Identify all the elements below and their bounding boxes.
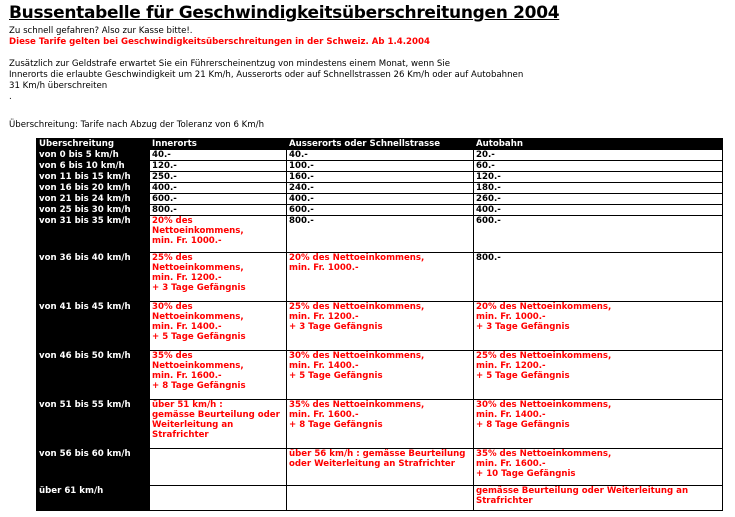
row-label: von 0 bis 5 km/h [37, 150, 150, 161]
cell-autobahn [474, 194, 723, 205]
cell-line: 30% des [152, 301, 193, 312]
cell-line: 600.- [476, 216, 501, 226]
cell-autobahn [474, 485, 723, 510]
cell-line: 400.- [289, 194, 314, 204]
cell-line: 800.- [152, 205, 177, 215]
cell-line: min. Fr. 1200.- [152, 273, 222, 284]
cell-line: + 10 Tage Gefängnis [476, 468, 576, 479]
cell-line: 20% des Nettoeinkommens, [289, 253, 425, 264]
cell-line: + 5 Tage Gefängnis [289, 370, 383, 381]
table-row [37, 350, 723, 399]
cell-ausserorts [287, 183, 474, 194]
cell-line: + 8 Tage Gefängnis [152, 380, 246, 391]
cell-innerorts [150, 183, 287, 194]
subtitle: Zu schnell gefahren? Also zur Kasse bitte!. [9, 26, 193, 36]
cell-line: + 5 Tage Gefängnis [152, 331, 246, 342]
intro-line: . [9, 92, 12, 102]
cell-line: 20.- [476, 150, 495, 160]
cell-line: + 8 Tage Gefängnis [476, 419, 570, 430]
cell-line: 120.- [476, 172, 501, 182]
cell-line: 240.- [289, 183, 314, 193]
cell-line: gemässe Beurteilung oder [152, 409, 280, 420]
cell-ausserorts [287, 301, 474, 350]
intro-line: Innerorts die erlaubte Geschwindigkeit um 21 Km/h, Ausserorts oder auf Schnellstrassen 26 Km/h oder auf Autobahnen [9, 70, 524, 80]
cell-line: 800.- [476, 253, 501, 264]
row-label: von 31 bis 35 km/h [37, 216, 150, 253]
cell-innerorts [150, 150, 287, 161]
cell-line: 30% des Nettoeinkommens, [476, 399, 612, 410]
cell-autobahn [474, 161, 723, 172]
intro-line: Zusätzlich zur Geldstrafe erwartet Sie ein Führerscheinentzug von mindestens einem Monat, wenn Sie [9, 59, 451, 69]
cell-line: über 56 km/h : gemässe Beurteilung [289, 448, 466, 459]
cell-ausserorts [287, 253, 474, 302]
table-row [37, 485, 723, 510]
cell-line: min. Fr. 1200.- [289, 311, 359, 322]
tolerance-note: Überschreitung: Tarife nach Abzug der Toleranz von 6 Km/h [9, 120, 265, 130]
table-row [37, 172, 723, 183]
intro-line: 31 Km/h überschreiten [9, 81, 108, 91]
cell-autobahn [474, 448, 723, 485]
row-label: von 36 bis 40 km/h [37, 253, 150, 302]
fine-table [36, 138, 723, 511]
cell-line: Nettoeinkommens, [152, 226, 244, 236]
cell-line: 400.- [476, 205, 501, 215]
cell-line: + 5 Tage Gefängnis [476, 370, 570, 381]
cell-line: Nettoeinkommens, [152, 360, 244, 371]
cell-innerorts [150, 205, 287, 216]
header-ueberschreitung: Überschreitung [37, 139, 150, 150]
cell-line: Strafrichter [476, 495, 533, 506]
table-row [37, 205, 723, 216]
table-row [37, 150, 723, 161]
cell-line: 35% des Nettoeinkommens, [476, 448, 612, 459]
row-label: von 25 bis 30 km/h [37, 205, 150, 216]
row-label: von 11 bis 15 km/h [37, 172, 150, 183]
cell-autobahn [474, 301, 723, 350]
cell-line: min. Fr. 1600.- [289, 409, 359, 420]
cell-line: + 3 Tage Gefängnis [289, 321, 383, 332]
cell-line: min. Fr. 1400.- [476, 409, 546, 420]
table-row [37, 253, 723, 302]
cell-autobahn [474, 183, 723, 194]
cell-autobahn [474, 205, 723, 216]
cell-autobahn [474, 216, 723, 253]
cell-line: min. Fr. 1600.- [152, 370, 222, 381]
cell-line: gemässe Beurteilung oder Weiterleitung an [476, 485, 689, 496]
cell-line: 600.- [289, 205, 314, 215]
cell-line: + 3 Tage Gefängnis [152, 283, 246, 294]
cell-line: 25% des Nettoeinkommens, [289, 301, 425, 312]
cell-ausserorts [287, 485, 474, 510]
cell-line: Weiterleitung an [152, 419, 234, 430]
cell-innerorts [150, 301, 287, 350]
cell-line: min. Fr. 1000.- [476, 311, 546, 322]
validity-note: Diese Tarife gelten bei Geschwindigkeitsüberschreitungen in der Schweiz. Ab 1.4.2004 [9, 37, 430, 47]
cell-innerorts [150, 485, 287, 510]
cell-ausserorts [287, 448, 474, 485]
cell-autobahn [474, 172, 723, 183]
cell-line: 260.- [476, 194, 501, 204]
cell-line: 35% des [152, 350, 193, 361]
header-autobahn: Autobahn [474, 139, 723, 150]
row-label: von 46 bis 50 km/h [37, 350, 150, 399]
row-label: von 16 bis 20 km/h [37, 183, 150, 194]
table-row [37, 194, 723, 205]
cell-line: 60.- [476, 161, 495, 171]
row-label: von 56 bis 60 km/h [37, 448, 150, 485]
cell-line: Nettoeinkommens, [152, 263, 244, 274]
page-title: Bussentabelle für Geschwindigkeitsüberschreitungen 2004 [9, 3, 560, 23]
cell-ausserorts [287, 172, 474, 183]
cell-line: 250.- [152, 172, 177, 182]
row-label: von 6 bis 10 km/h [37, 161, 150, 172]
cell-line: über 51 km/h : [152, 399, 223, 410]
cell-innerorts [150, 350, 287, 399]
row-label: von 51 bis 55 km/h [37, 399, 150, 448]
cell-line: min. Fr. 1000.- [152, 236, 222, 246]
table-header-row [37, 139, 723, 150]
cell-line: 600.- [152, 194, 177, 204]
cell-line: 35% des Nettoeinkommens, [289, 399, 425, 410]
cell-line: 180.- [476, 183, 501, 193]
cell-line: min. Fr. 1200.- [476, 360, 546, 371]
cell-line: 400.- [152, 183, 177, 193]
cell-line: Strafrichter [152, 429, 209, 440]
cell-line: min. Fr. 1400.- [289, 360, 359, 371]
cell-line: 20% des Nettoeinkommens, [476, 301, 612, 312]
cell-autobahn [474, 399, 723, 448]
cell-autobahn [474, 150, 723, 161]
header-ausserorts: Ausserorts oder Schnellstrasse [287, 139, 474, 150]
table-row [37, 399, 723, 448]
cell-innerorts [150, 399, 287, 448]
cell-line: min. Fr. 1600.- [476, 458, 546, 469]
cell-innerorts [150, 161, 287, 172]
cell-line: 40.- [152, 150, 171, 160]
cell-line: 40.- [289, 150, 308, 160]
cell-ausserorts [287, 150, 474, 161]
table-row [37, 301, 723, 350]
row-label: über 61 km/h [37, 485, 150, 510]
cell-ausserorts [287, 399, 474, 448]
cell-line: min. Fr. 1400.- [152, 321, 222, 332]
cell-line: 25% des [152, 253, 193, 264]
cell-ausserorts [287, 216, 474, 253]
cell-line: min. Fr. 1000.- [289, 263, 359, 274]
table-row [37, 161, 723, 172]
cell-innerorts [150, 216, 287, 253]
cell-innerorts [150, 253, 287, 302]
cell-autobahn [474, 350, 723, 399]
table-row [37, 183, 723, 194]
row-label: von 41 bis 45 km/h [37, 301, 150, 350]
cell-line: Nettoeinkommens, [152, 311, 244, 322]
cell-line: + 3 Tage Gefängnis [476, 321, 570, 332]
cell-ausserorts [287, 161, 474, 172]
cell-ausserorts [287, 205, 474, 216]
table-row [37, 448, 723, 485]
cell-innerorts [150, 172, 287, 183]
cell-line: 25% des Nettoeinkommens, [476, 350, 612, 361]
cell-line: oder Weiterleitung an Strafrichter [289, 458, 455, 469]
header-innerorts: Innerorts [150, 139, 287, 150]
cell-line: 20% des [152, 216, 193, 226]
cell-line: 800.- [289, 216, 314, 226]
row-label: von 21 bis 24 km/h [37, 194, 150, 205]
table-row [37, 216, 723, 253]
cell-line: 30% des Nettoeinkommens, [289, 350, 425, 361]
cell-innerorts [150, 194, 287, 205]
cell-line: 160.- [289, 172, 314, 182]
cell-autobahn [474, 253, 723, 302]
cell-ausserorts [287, 350, 474, 399]
cell-ausserorts [287, 194, 474, 205]
cell-innerorts [150, 448, 287, 485]
cell-line: 100.- [289, 161, 314, 171]
cell-line: + 8 Tage Gefängnis [289, 419, 383, 430]
cell-line: 120.- [152, 161, 177, 171]
